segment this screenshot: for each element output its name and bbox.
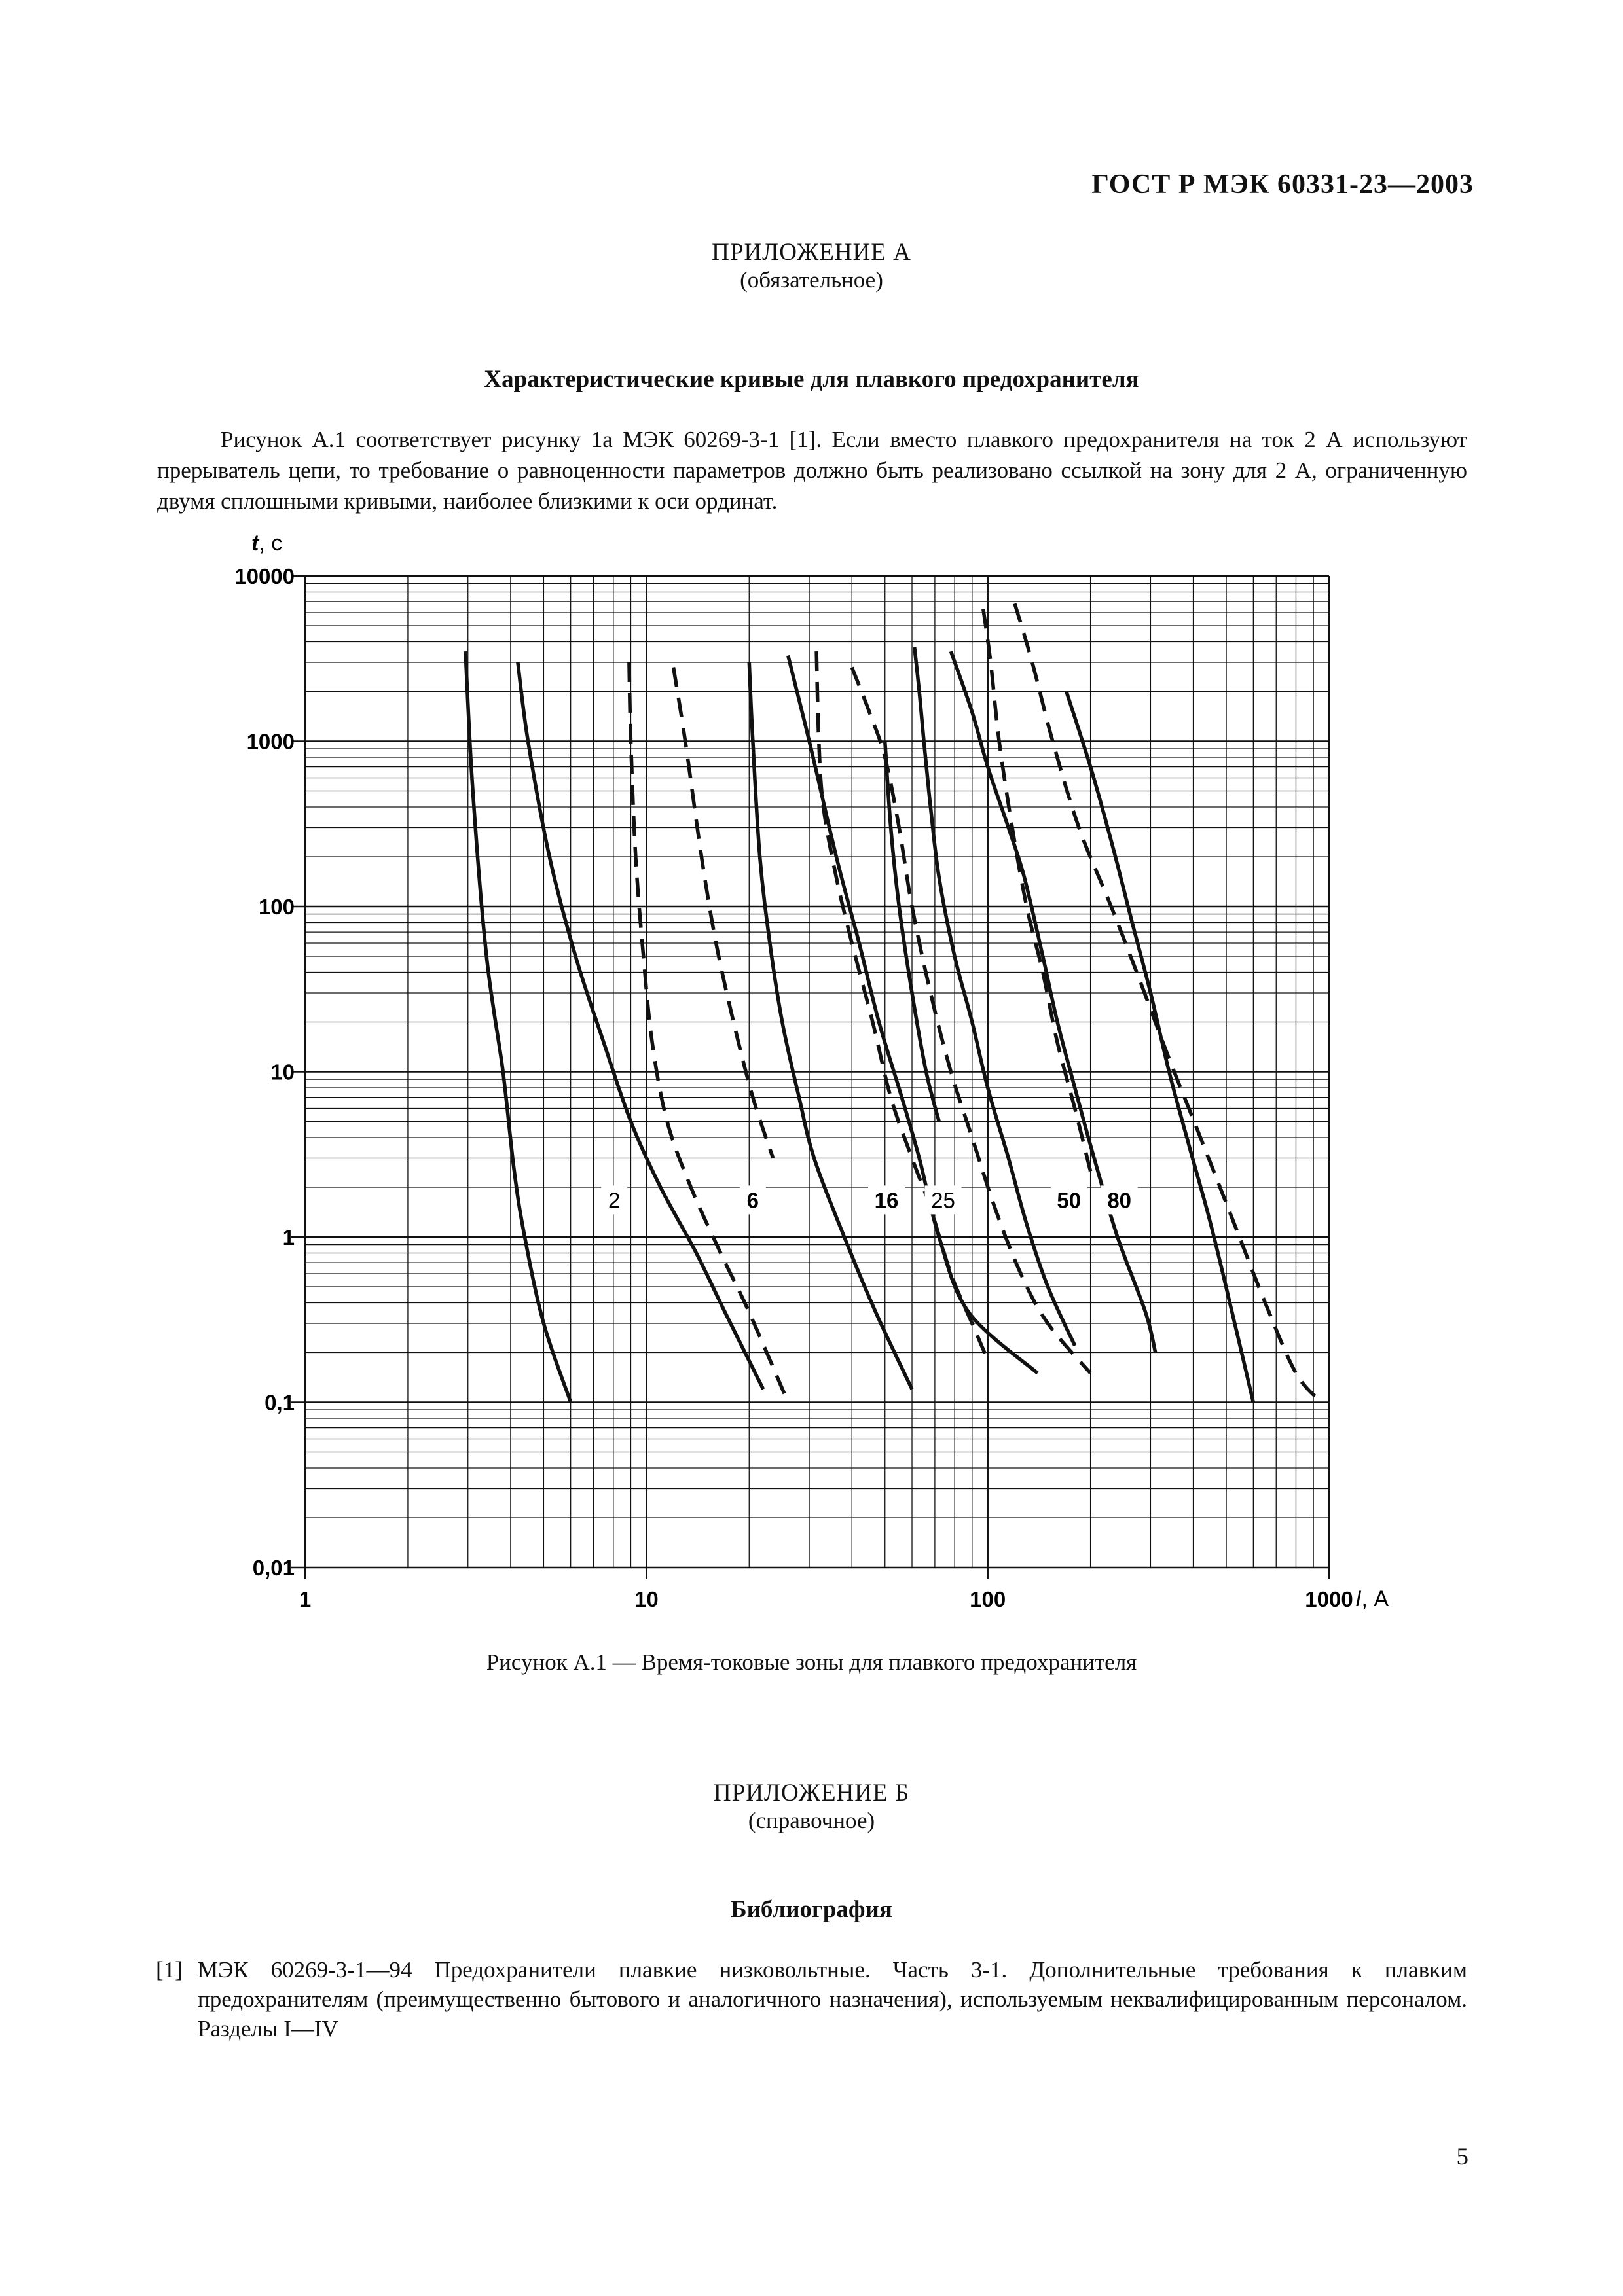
- zone-label: 16: [874, 1188, 899, 1213]
- annex-b-title: ПРИЛОЖЕНИЕ Б: [713, 1780, 910, 1806]
- x-tick-label: 10: [634, 1587, 659, 1611]
- curve-dashed-zone-2: [629, 662, 788, 1403]
- y-tick-label: 0,1: [264, 1390, 295, 1415]
- y-tick-label: 100: [258, 895, 295, 919]
- y-tick-label: 1: [282, 1225, 295, 1249]
- zone-label: 25: [931, 1188, 955, 1213]
- reference-text: МЭК 60269-3-1—94 Предохранители плавкие низковольтные. Часть 3-1. Дополнительные требования к плавким предохранителям (преимущественно бытового и аналогичного назначения), используемым неквалифицированным персоналом. Разделы I—IV: [198, 1957, 1467, 2041]
- y-tick-label: 10000: [234, 564, 295, 588]
- annex-a-status: (обязательное): [740, 267, 883, 293]
- curve-dashed-zone-80: [1015, 603, 1322, 1402]
- reference-number: [1]: [156, 1957, 183, 1982]
- annex-a-heading: Характеристические кривые для плавкого предохранителя: [484, 366, 1139, 393]
- y-axis-symbol: t: [251, 531, 259, 556]
- x-tick-label: 100: [970, 1587, 1006, 1611]
- standard-code: ГОСТ Р МЭК 60331-23—2003: [1091, 170, 1474, 200]
- x-tick-label: 1000: [1305, 1587, 1353, 1611]
- x-axis-unit: , А: [1361, 1587, 1389, 1611]
- page-number: 5: [1456, 2144, 1468, 2170]
- curve-solid-zone-25: [951, 651, 1155, 1352]
- chart-grid: [291, 576, 1329, 1579]
- x-axis-label: [1355, 1587, 1389, 1611]
- y-tick-label: 0,01: [252, 1556, 295, 1580]
- y-tick-label: 1000: [246, 729, 295, 754]
- annex-a-paragraph: Рисунок А.1 соответствует рисунку 1а МЭК 60269-3-1 [1]. Если вместо плавкого предохранителя на ток 2 А используют прерыватель цепи, то требование о равноценности параметров должно быть реализовано ссылкой на зону для 2 А, ограниченную двумя сплошными кривыми, наиболее близкими к оси ординат.: [157, 427, 1467, 514]
- x-tick-label: 1: [299, 1587, 312, 1611]
- curve-solid-zone-2: [518, 662, 763, 1390]
- y-axis-unit: , с: [259, 531, 283, 556]
- curve-solid-zone-2: [465, 651, 571, 1402]
- y-axis-label: [251, 531, 282, 556]
- annex-b-status: (справочное): [748, 1808, 875, 1833]
- bibliography-heading: Библиография: [731, 1896, 892, 1923]
- zone-label: 50: [1057, 1188, 1082, 1213]
- zone-label: 6: [746, 1188, 759, 1213]
- bibliography-entry: [156, 1955, 1467, 2043]
- y-tick-label: 10: [270, 1060, 295, 1085]
- zone-label: 80: [1107, 1188, 1132, 1213]
- curve-solid-zone-80: [1067, 692, 1254, 1403]
- curve-solid-zone-6: [788, 656, 1038, 1373]
- zone-label: 2: [608, 1188, 621, 1213]
- zone-labels: [601, 1185, 1137, 1214]
- x-axis-symbol: I: [1355, 1587, 1362, 1611]
- figure-caption: Рисунок А.1 — Время-токовые зоны для плавкого предохранителя: [486, 1649, 1137, 1675]
- annex-a-title: ПРИЛОЖЕНИЕ А: [712, 239, 911, 266]
